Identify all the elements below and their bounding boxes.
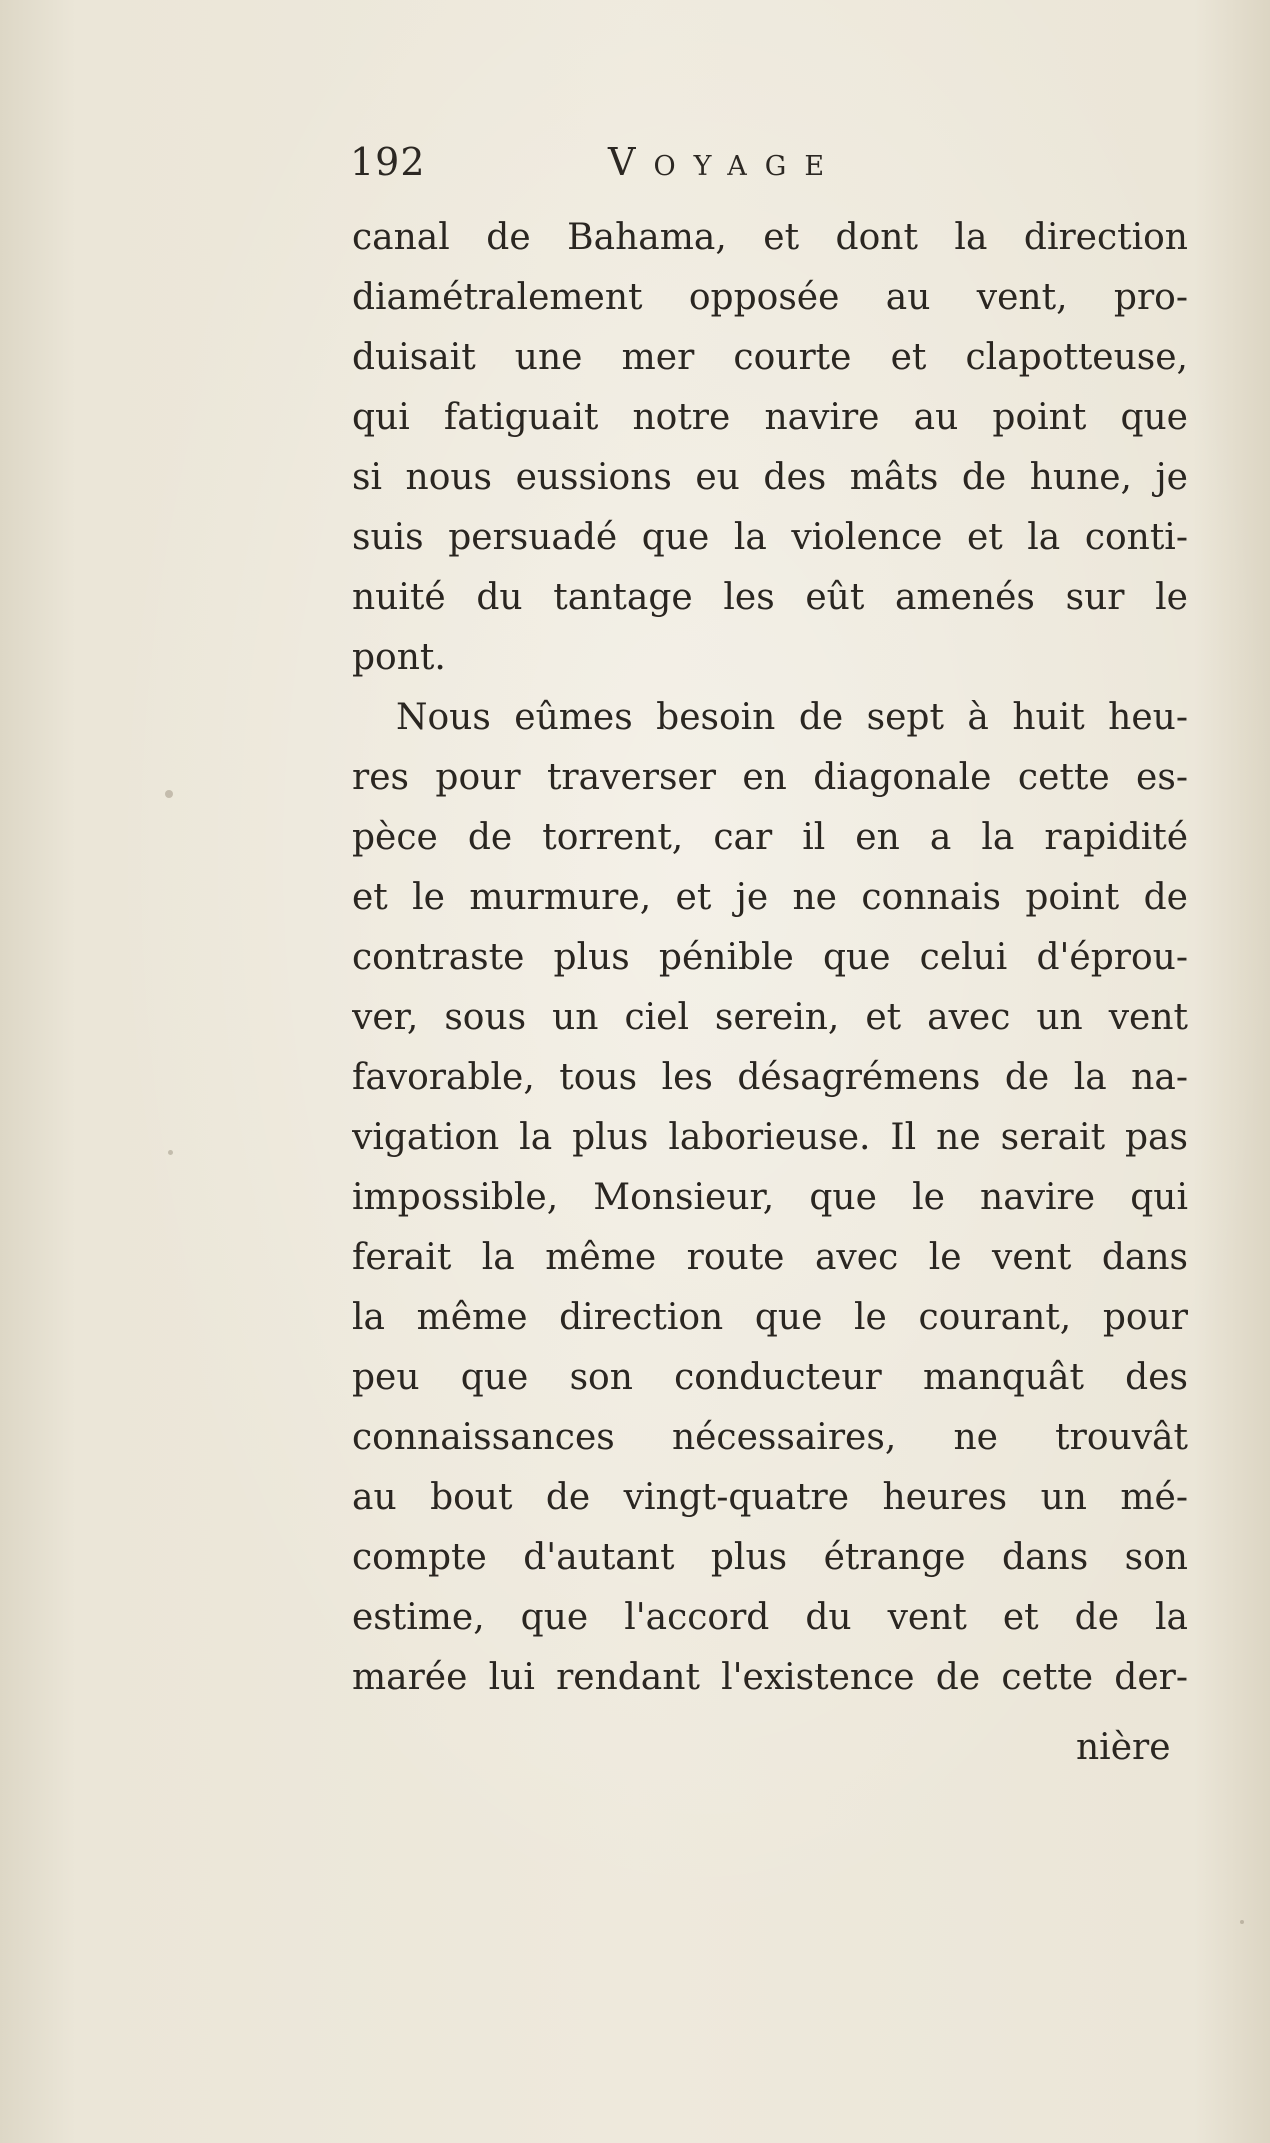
text-line: ver, sous un ciel serein, et avec un vent: [352, 997, 1188, 1038]
text-line: et le murmure, et je ne connais point de: [352, 877, 1188, 918]
text-line: peu que son conducteur manquât des: [352, 1357, 1188, 1398]
text-line: marée lui rendant l'existence de cette der-: [352, 1657, 1188, 1698]
text-line: res pour traverser en diagonale cette es-: [352, 757, 1188, 798]
ink-speck: [168, 1150, 173, 1155]
text-line: si nous eussions eu des mâts de hune, je: [352, 457, 1188, 498]
text-line: la même direction que le courant, pour: [352, 1297, 1188, 1338]
text-line: vigation la plus laborieuse. Il ne serait pas: [352, 1117, 1188, 1158]
text-line: impossible, Monsieur, que le navire qui: [352, 1177, 1188, 1218]
text-line: Nous eûmes besoin de sept à huit heu-: [396, 697, 1188, 738]
text-line: connaissances nécessaires, ne trouvât: [352, 1417, 1188, 1458]
text-line: au bout de vingt-quatre heures un mé-: [352, 1477, 1188, 1518]
ink-speck: [165, 790, 173, 798]
text-line: estime, que l'accord du vent et de la: [352, 1597, 1188, 1638]
text-line: duisait une mer courte et clapotteuse,: [352, 337, 1188, 378]
running-head: [350, 140, 1200, 190]
running-title: Voyage: [608, 140, 843, 184]
text-line: nuité du tantage les eût amenés sur le: [352, 577, 1188, 618]
text-line: qui fatiguait notre navire au point que: [352, 397, 1188, 438]
text-line: suis persuadé que la violence et la conti-: [352, 517, 1188, 558]
text-line: contraste plus pénible que celui d'éprou-: [352, 937, 1188, 978]
text-line: ferait la même route avec le vent dans: [352, 1237, 1188, 1278]
body-text: [352, 208, 1188, 1708]
text-line: pèce de torrent, car il en a la rapidité: [352, 817, 1188, 858]
page-number: 192: [350, 140, 426, 184]
catchword: nière: [1076, 1727, 1171, 1768]
ink-speck: [1240, 1920, 1244, 1924]
text-line: favorable, tous les désagrémens de la na-: [352, 1057, 1188, 1098]
text-line: diamétralement opposée au vent, pro-: [352, 277, 1188, 318]
text-line: canal de Bahama, et dont la direction: [352, 217, 1188, 258]
text-line: compte d'autant plus étrange dans son: [352, 1537, 1188, 1578]
text-line: pont.: [352, 637, 446, 678]
